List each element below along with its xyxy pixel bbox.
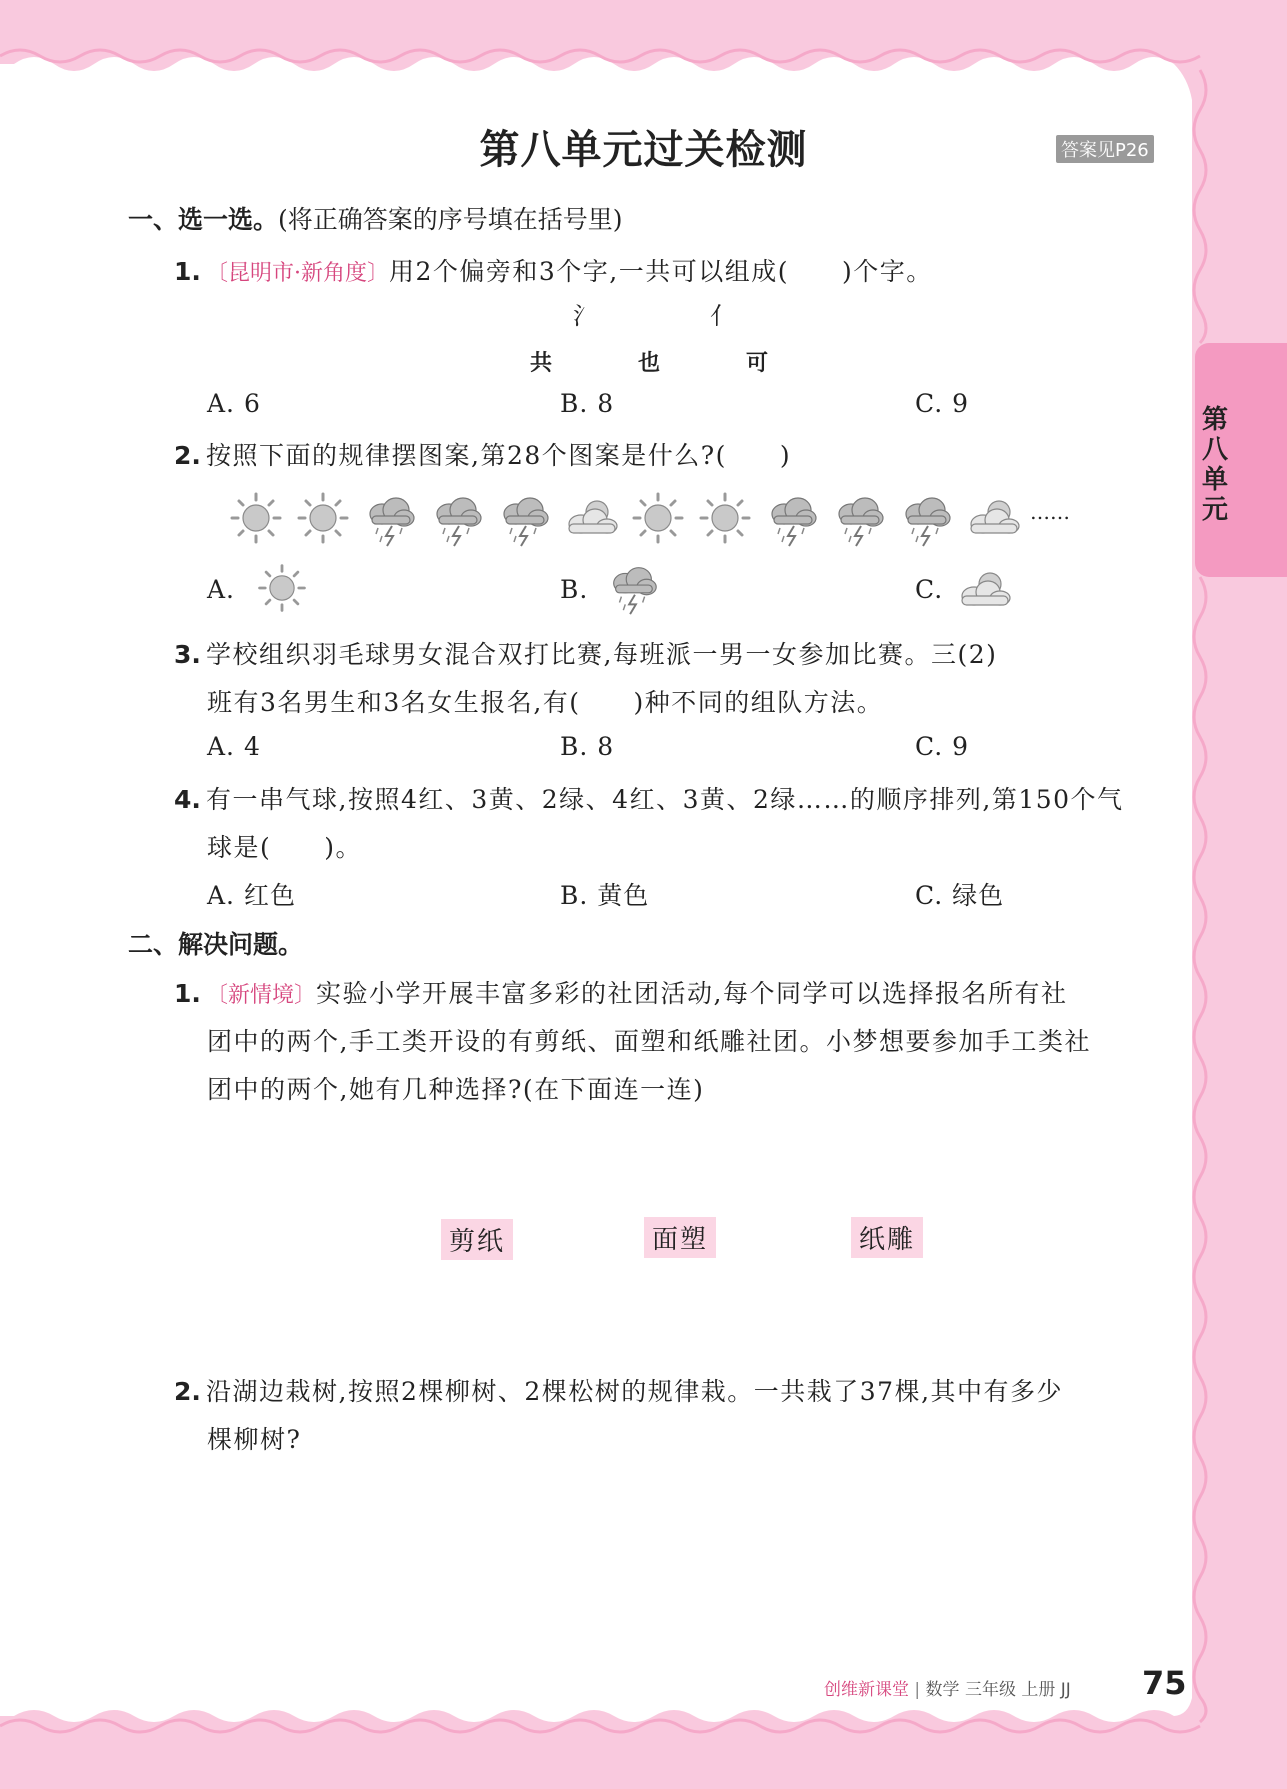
pattern-ellipsis: …… (1030, 500, 1070, 524)
option-b: B. 8 (560, 389, 615, 418)
thunderstorm-icon (839, 498, 883, 546)
thunderstorm-icon (772, 498, 816, 546)
sun-icon (634, 494, 682, 542)
question-text-line-2: 班有3名男生和3名女生报名,有( )种不同的组队方法。 (207, 688, 884, 717)
question-number: 1. (174, 257, 201, 286)
question-number: 3. (174, 640, 201, 669)
footer-book-info: 数学 三年级 上册 JJ (925, 1680, 1071, 1700)
option-b: B. (560, 575, 589, 604)
option-b: B. 8 (560, 732, 615, 761)
question-3 (174, 635, 997, 671)
option-a: A. 6 (207, 389, 261, 418)
thunderstorm-icon (604, 558, 662, 616)
thunderstorm-icon (437, 498, 481, 546)
character-ke: 可 (746, 350, 769, 376)
thunderstorm-icon (504, 498, 548, 546)
thunderstorm-icon (906, 498, 950, 546)
radical-person: 亻 (710, 302, 734, 330)
sun-icon (299, 494, 347, 542)
partly-cloudy-icon (569, 501, 617, 533)
question-4 (174, 780, 1124, 816)
footer-brand: 创维新课堂 (824, 1680, 909, 1700)
radical-water: 氵 (573, 302, 597, 330)
option-a: A. 4 (207, 732, 261, 761)
thunderstorm-icon (370, 498, 414, 546)
question-text: 按照下面的规律摆图案,第28个图案是什么?( ) (206, 441, 792, 470)
source-tag: 〔新情境〕 (206, 983, 317, 1008)
page-number: 75 (1142, 1664, 1187, 1702)
question-1 (174, 252, 933, 288)
option-b: B. 黄色 (560, 881, 650, 910)
option-c: C. 9 (915, 732, 970, 761)
question-text-line-1: 学校组织羽毛球男女混合双打比赛,每班派一男一女参加比赛。三(2) (206, 640, 998, 669)
question-text-line-1: 沿湖边栽树,按照2棵柳树、2棵松树的规律栽。一共栽了37棵,其中有多少 (206, 1377, 1064, 1406)
question-text-line-2: 棵柳树? (207, 1425, 302, 1454)
question-number: 4. (174, 785, 201, 814)
character-gong: 共 (530, 350, 553, 376)
craft-label-dough-figure: 面塑 (644, 1217, 716, 1258)
character-ye: 也 (638, 350, 661, 376)
section-instruction: (将正确答案的序号填在括号里) (278, 205, 623, 234)
option-c: C. 9 (915, 389, 970, 418)
section-heading-choose (128, 200, 623, 236)
sun-icon (254, 560, 310, 616)
partly-cloudy-icon (954, 560, 1014, 620)
sun-icon (232, 494, 280, 542)
problem-2 (174, 1372, 1063, 1408)
question-number: 2. (174, 1377, 201, 1406)
footer (824, 1675, 1071, 1700)
problem-1 (174, 974, 1067, 1010)
question-text-line-2: 团中的两个,手工类开设的有剪纸、面塑和纸雕社团。小梦想要参加手工类社 (207, 1027, 1091, 1056)
option-a: A. 红色 (207, 881, 296, 910)
craft-label-paper-carving: 纸雕 (851, 1217, 923, 1258)
question-text-line-2: 球是( )。 (207, 833, 363, 862)
section-title: 一、选一选。 (128, 205, 279, 234)
footer-divider: | (909, 1680, 926, 1700)
source-tag: 〔昆明市·新角度〕 (206, 261, 389, 286)
sun-icon (701, 494, 749, 542)
question-text-line-1: 有一串气球,按照4红、3黄、2绿、4红、3黄、2绿……的顺序排列,第150个气 (206, 785, 1124, 814)
weather-pattern-row (226, 488, 1226, 548)
option-c: C. (915, 575, 944, 604)
craft-label-paper-cutting: 剪纸 (441, 1219, 513, 1260)
question-number: 1. (174, 979, 201, 1008)
question-2 (174, 436, 791, 472)
option-a: A. (207, 575, 236, 604)
partly-cloudy-icon (971, 501, 1019, 533)
option-c: C. 绿色 (915, 881, 1005, 910)
question-text-line-1: 实验小学开展丰富多彩的社团活动,每个同学可以选择报名所有社 (316, 979, 1068, 1008)
question-number: 2. (174, 441, 201, 470)
page-title: 第八单元过关检测 (479, 127, 808, 173)
answer-reference-badge: 答案见P26 (1056, 135, 1154, 163)
question-text: 用2个偏旁和3个字,一共可以组成( )个字。 (389, 257, 933, 286)
section-heading-solve: 二、解决问题。 (128, 930, 304, 959)
question-text-line-3: 团中的两个,她有几种选择?(在下面连一连) (207, 1075, 705, 1104)
unit-side-tab-label: 第八单元 (1201, 405, 1228, 525)
